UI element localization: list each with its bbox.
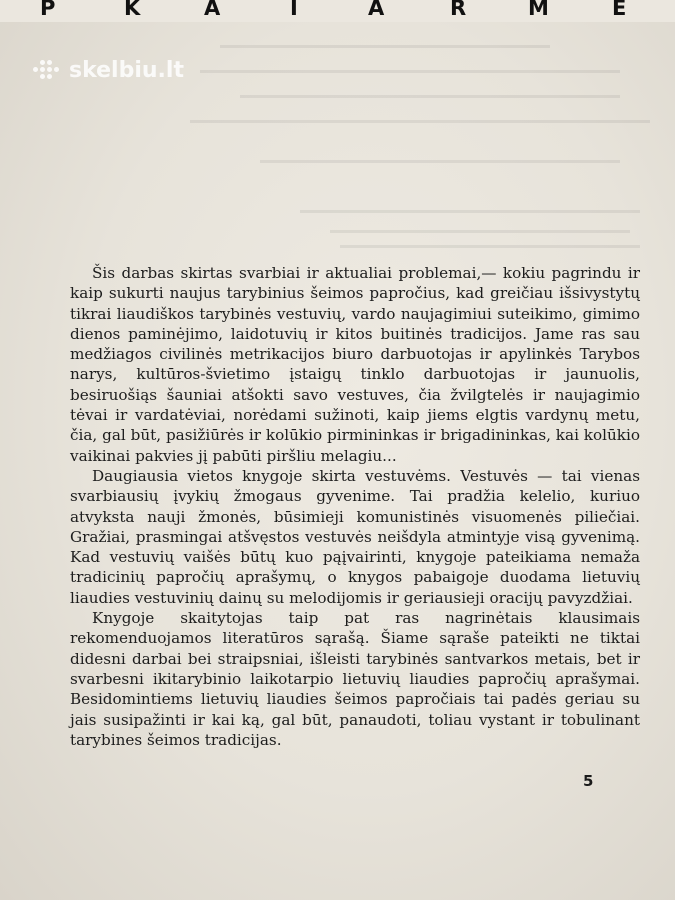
header-letter: A (368, 0, 385, 20)
paragraph: Šis darbas skirtas svarbiai ir aktualiai problemai,— kokiu pagrindu ir kaip sukurti naujus tarybinius šeimos papročius, kad greičiau išsivystytų tikrai liaudiškos tarybinės vestuvių, vardo naujagimiui suteikimo, gimimo dienos paminėjimo, laidotuvių ir kitos buitinės tradicijos. Jame ras sau medžiagos civilinės metrikacijos biuro darbuotojas ir apylinkės Tarybos narys, kultūros-švietimo įstaigų tinklo darbuotojas ir jaunuolis, besiruošiąs šauniai atšokti savo vestuves, čia žvilgtelės ir naujagimio tėvai ir vardatėviai, norėdami sužinoti, kaip jiems elgtis vardynų metu, čia, gal būt, pasižiūrės ir kolūkio pirmininkas ir brigadininkas, kai kolūkio vaikinai pakvies jį pabūti piršliu melagiu... (70, 264, 640, 465)
header-letter: E (612, 0, 627, 20)
page-number: 5 (583, 772, 594, 790)
running-header (0, 0, 675, 22)
header-letter: R (450, 0, 467, 20)
paragraph: Knygoje skaitytojas taip pat ras nagrinėtais klausimais rekomenduojamos literatūros sąrašą. Šiame sąraše pateikti ne tiktai didesni darbai bei straipsniai, išleisti tarybinės santvarkos metais, bet ir svarbesni ikitarybinio laikotarpio lietuvių liaudies papročių aprašymai. Besidomintiems lietuvių liaudies šeimos papročiais tai padės geriau su jais susipažinti ir kai ką, gal būt, panaudoti, toliau vystant ir tobulinant tarybines šeimos tradicijas. (70, 609, 640, 749)
watermark-logo (33, 56, 184, 84)
dots-icon (33, 58, 63, 82)
header-letter: A (204, 0, 221, 20)
header-letter: I (290, 0, 298, 20)
header-letter: P (40, 0, 56, 20)
show-through-shadow (180, 20, 675, 260)
watermark-text: skelbiu.lt (69, 57, 184, 83)
paragraph: Daugiausia vietos knygoje skirta vestuvėms. Vestuvės — tai vienas svarbiausių įvykių žmogaus gyvenime. Tai pradžia kelelio, kuriuo atvyksta nauji žmonės, būsimieji komunistinės visuomenės piliečiai. Gražiai, prasmingai atšvęstos vestuvės neišdyla atmintyje visą gyvenimą. Kad vestuvių vaišės būtų kuo pąįvairinti, knygoje pateikiama nemaža tradicinių papročių aprašymų, o knygos pabaigoje duodama lietuvių liaudies vestuvinių dainų su melodijomis ir geriausieji oracijų pavyzdžiai. (70, 466, 640, 607)
header-letter: M (528, 0, 549, 20)
header-letter: K (124, 0, 141, 20)
body-text (70, 263, 640, 750)
